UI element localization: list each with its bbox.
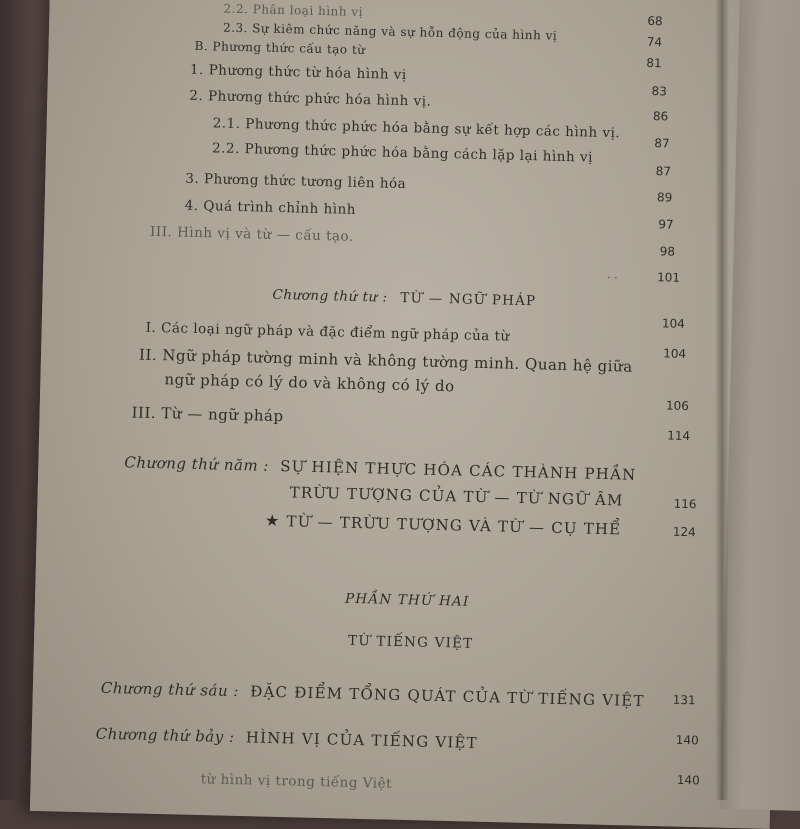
toc-entry: ★ TỪ — TRỪU TƯỢNG VÀ TỪ — CỤ THỂ — [264, 510, 622, 539]
part-label: PHẦN THỨ HAI — [344, 590, 470, 610]
chapter-label: Chương thứ năm : — [124, 453, 270, 475]
toc-page-number: 131 — [672, 692, 696, 708]
toc-entry: 2.2. Phân loại hình vị — [223, 1, 364, 19]
chapter-title: TỪ — NGỮ PHÁP — [400, 289, 537, 310]
toc-page-number: 74 — [646, 34, 663, 50]
toc-page-number: 98 — [659, 244, 676, 259]
toc-entry: 2.1. Phương thức phức hóa bằng sự kết hợp các hình vị. — [212, 115, 621, 142]
toc-page-number: 81 — [646, 55, 662, 71]
toc-page-number: 68 — [647, 13, 663, 29]
toc-entry: 2.2. Phương thức phức hóa bằng cách lặp lại hình vị — [211, 140, 594, 166]
toc-page-number: 116 — [673, 496, 697, 512]
toc-page-number: 83 — [651, 84, 668, 99]
leader-dots: .. — [606, 267, 621, 282]
toc-entry: I. Các loại ngữ pháp và đặc điểm ngữ pháp của từ — [145, 319, 510, 345]
chapter-title: HÌNH VỊ CỦA TIẾNG VIỆT — [245, 728, 479, 753]
toc-entry: ngữ pháp có lý do và không có lý do — [164, 370, 455, 396]
toc-entry: 2.3. Sự kiêm chức năng và sự hỗn động của hình vị — [222, 20, 558, 43]
chapter-heading — [124, 453, 636, 484]
toc-entry: III. Hình vị và từ — cấu tạo. — [149, 223, 354, 245]
toc-page-number: 87 — [655, 164, 672, 179]
chapter-label: Chương thứ tư : — [272, 286, 388, 306]
toc-entry: 2. Phương thức phức hóa hình vị. — [189, 87, 432, 110]
toc-page-number: 86 — [652, 109, 669, 124]
toc-page-number: 106 — [665, 398, 690, 414]
chapter-heading — [96, 725, 479, 752]
toc-page-number: 140 — [675, 732, 699, 748]
toc-entry: II. Ngữ pháp tường minh và không tường minh. Quan hệ giữa — [138, 345, 633, 376]
chapter-title-continued: TRỪU TƯỢNG CỦA TỪ — TỪ NGỮ ÂM — [289, 483, 624, 510]
chapter-heading — [272, 287, 536, 309]
toc-page-number: 114 — [667, 428, 691, 444]
chapter-heading — [101, 679, 645, 710]
star-icon: ★ — [264, 510, 281, 531]
chapter-title: SỰ HIỆN THỰC HÓA CÁC THÀNH PHẦN — [280, 457, 637, 484]
chapter-label: Chương thứ bảy : — [95, 724, 235, 747]
toc-entry: 3. Phương thức tương liên hóa — [185, 170, 407, 193]
toc-page-number: 87 — [654, 136, 670, 151]
toc-entry: III. Từ — ngữ pháp — [131, 403, 284, 426]
chapter-label: Chương thứ sáu : — [100, 678, 240, 701]
toc-entry: từ hình vị trong tiếng Việt — [200, 771, 393, 792]
toc-page-number: 124 — [672, 524, 696, 540]
part-title: TỪ TIẾNG VIỆT — [347, 632, 474, 652]
toc-page-number: 97 — [658, 217, 674, 232]
chapter-title: ĐẶC ĐIỂM TỔNG QUÁT CỦA TỪ TIẾNG VIỆT — [250, 682, 645, 711]
toc-page-number: 104 — [661, 316, 686, 331]
toc-page-number: 140 — [676, 772, 700, 788]
toc-page-number: 101 — [656, 270, 681, 285]
toc-entry: 1. Phương thức từ hóa hình vị — [189, 61, 407, 84]
toc-page-number: 89 — [656, 190, 673, 205]
toc-entry: B. Phương thức cấu tạo từ — [194, 38, 366, 58]
toc-page-number: 104 — [663, 346, 687, 361]
toc-entry: 4. Quá trình chỉnh hình — [184, 197, 357, 218]
